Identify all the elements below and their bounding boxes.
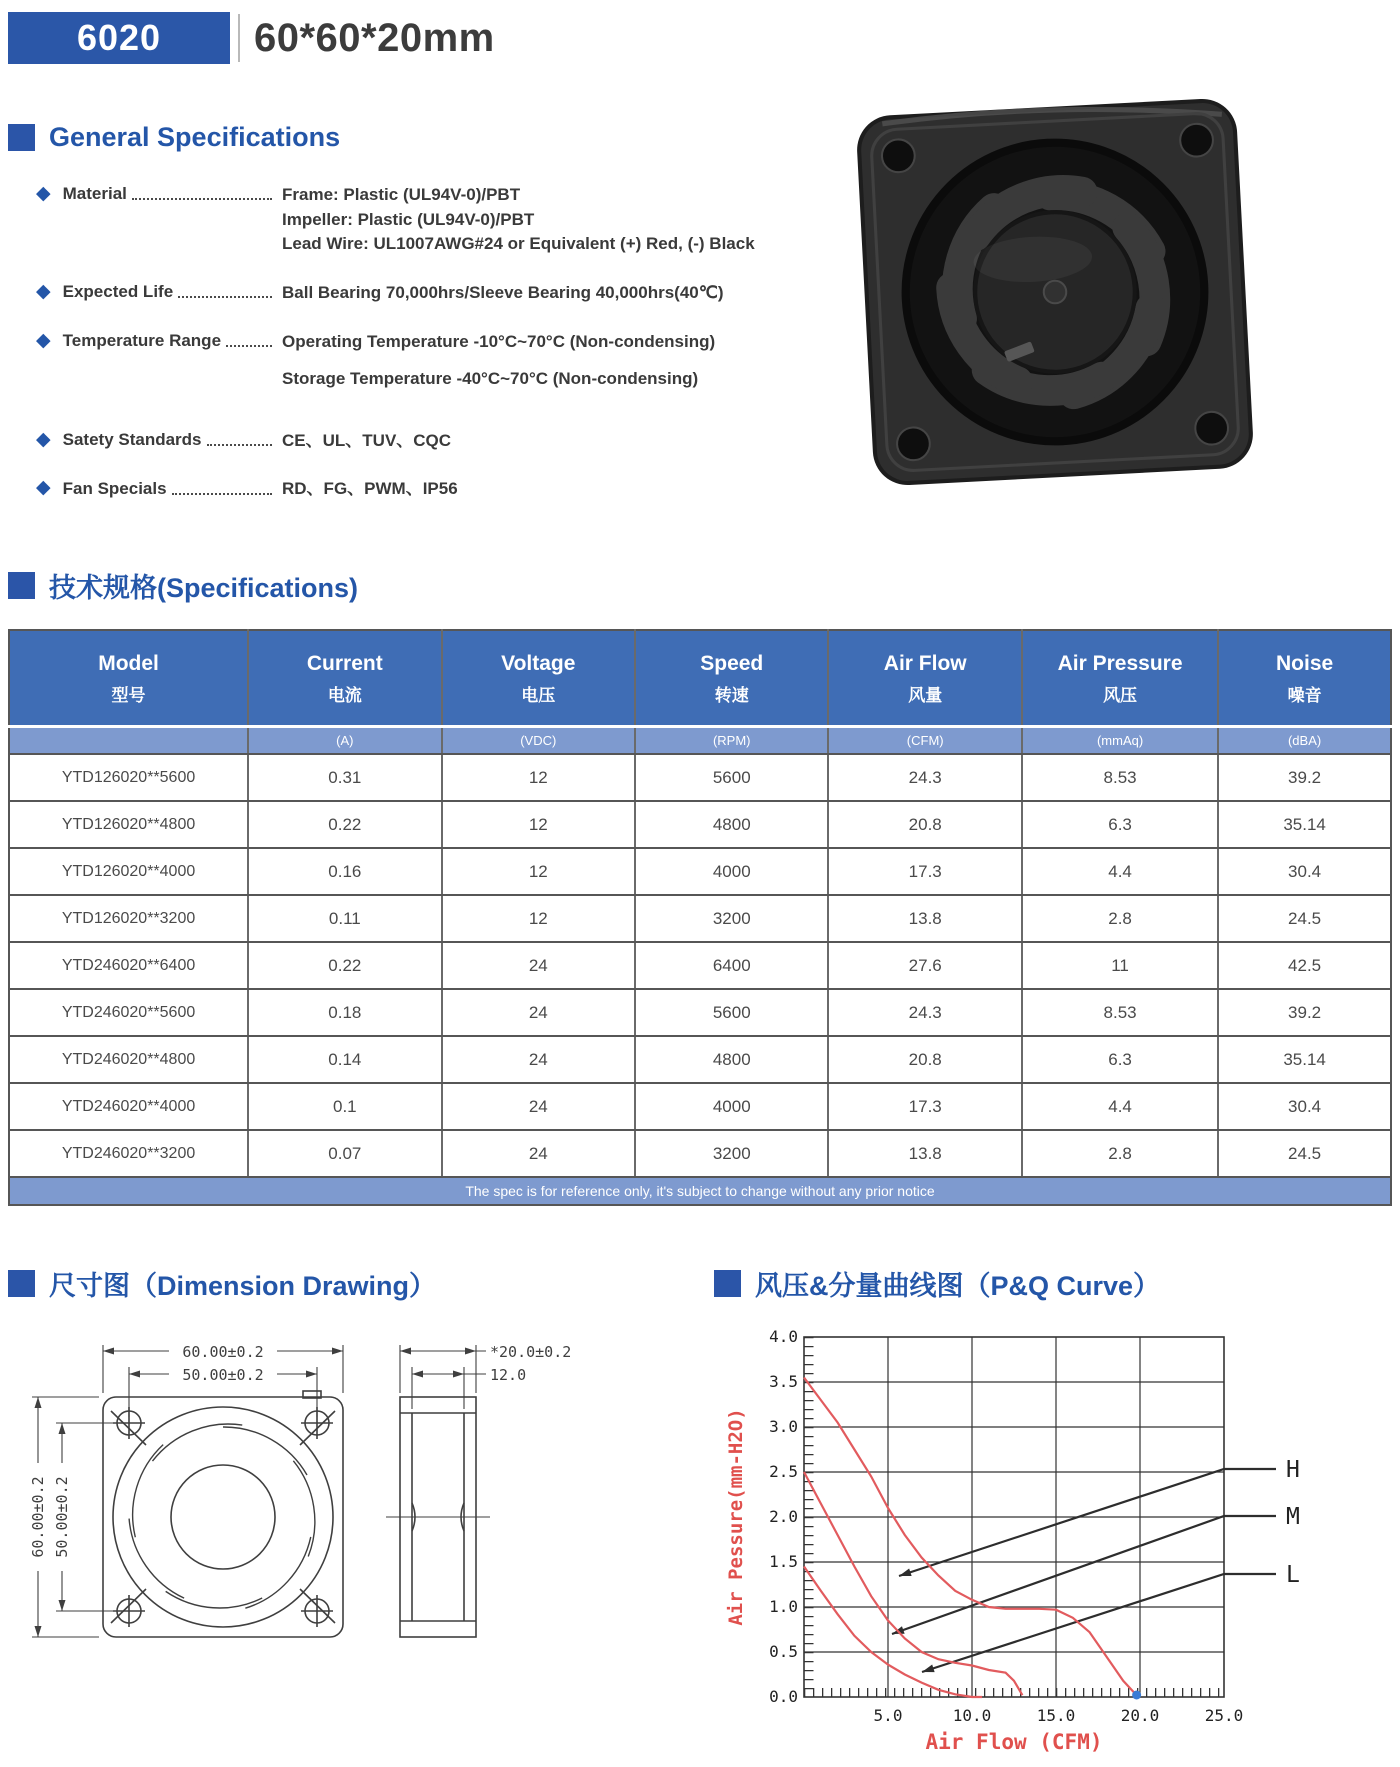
spec-label: Satety Standards xyxy=(62,430,202,450)
value-cell: 4.4 xyxy=(1022,848,1218,895)
value-cell: 39.2 xyxy=(1218,989,1391,1036)
page-title: 60*60*20mm xyxy=(254,15,495,60)
value-cell: 0.11 xyxy=(248,895,441,942)
value-cell: 24 xyxy=(442,1130,635,1177)
mounting-holes xyxy=(113,1407,333,1627)
value-cell: 24 xyxy=(442,1036,635,1083)
diamond-icon: ◆ xyxy=(36,183,51,204)
value-cell: 0.18 xyxy=(248,989,441,1036)
section-title-specs: 技术规格(Specifications) xyxy=(49,573,359,604)
spec-value: Operating Temperature -10°C~70°C (Non-condensing) Storage Temperature -40°C~70°C (Non-condensing) xyxy=(282,331,716,389)
svg-text:4.0: 4.0 xyxy=(769,1327,798,1347)
value-cell: 13.8 xyxy=(828,1130,1021,1177)
value-cell: 4000 xyxy=(635,848,828,895)
unit-cell: (CFM) xyxy=(828,726,1021,754)
value-cell: 13.8 xyxy=(828,895,1021,942)
value-cell: 24 xyxy=(442,1083,635,1130)
column-header-voltage: Voltage 电压 xyxy=(442,630,635,726)
model-cell: YTD126020**5600 xyxy=(9,754,248,801)
spec-label: Temperature Range xyxy=(62,330,222,350)
svg-text:2.0: 2.0 xyxy=(769,1507,798,1527)
table-units-row xyxy=(9,726,1391,754)
column-header-speed: Speed 转速 xyxy=(635,630,828,726)
spec-item-fan-specials xyxy=(36,477,836,502)
spec-value: CE、UL、TUV、CQC xyxy=(282,430,452,450)
value-cell: 6.3 xyxy=(1022,1036,1218,1083)
model-cell: YTD246020**3200 xyxy=(9,1130,248,1177)
value-cell: 24 xyxy=(442,942,635,989)
table-row xyxy=(9,1130,1391,1177)
pq-curve-chart-svg xyxy=(714,1317,1374,1757)
table-header-row xyxy=(9,630,1391,726)
model-cell: YTD246020**6400 xyxy=(9,942,248,989)
dim-label-hole-pitch-h: 50.00±0.2 xyxy=(182,1366,264,1385)
spec-item-temperature-range xyxy=(36,330,836,405)
unit-cell: (A) xyxy=(248,726,441,754)
model-cell: YTD126020**4000 xyxy=(9,848,248,895)
dotted-leader xyxy=(132,188,272,200)
column-header-model: Model 型号 xyxy=(9,630,248,726)
dim-label-inner-depth: 12.0 xyxy=(490,1366,527,1385)
unit-cell: (RPM) xyxy=(635,726,828,754)
svg-text:20.0: 20.0 xyxy=(1120,1706,1160,1726)
dotted-leader xyxy=(172,483,272,495)
value-cell: 0.22 xyxy=(248,942,441,989)
value-cell: 0.14 xyxy=(248,1036,441,1083)
table-row xyxy=(9,848,1391,895)
model-badge: 6020 xyxy=(8,12,230,64)
specs-table xyxy=(8,629,1392,1206)
unit-cell: (VDC) xyxy=(442,726,635,754)
value-cell: 2.8 xyxy=(1022,895,1218,942)
dotted-leader xyxy=(207,434,272,446)
model-cell: YTD126020**3200 xyxy=(9,895,248,942)
spec-item-material xyxy=(36,183,836,257)
value-cell: 4.4 xyxy=(1022,1083,1218,1130)
column-header-airpressure: Air Pressure 风压 xyxy=(1022,630,1218,726)
dim-label-width: 60.00±0.2 xyxy=(182,1343,264,1362)
value-cell: 35.14 xyxy=(1218,801,1391,848)
spec-value: Ball Bearing 70,000hrs/Sleeve Bearing 40,000hrs(40℃) xyxy=(282,282,724,302)
svg-text:0.5: 0.5 xyxy=(769,1642,798,1662)
svg-text:3.5: 3.5 xyxy=(769,1372,798,1392)
value-cell: 12 xyxy=(442,754,635,801)
dotted-leader xyxy=(178,286,272,298)
section-title-dimension: 尺寸图（Dimension Drawing） xyxy=(49,1271,437,1302)
bottom-section xyxy=(8,1264,1400,1757)
model-cell: YTD246020**4000 xyxy=(9,1083,248,1130)
value-cell: 17.3 xyxy=(828,848,1021,895)
svg-text:2.5: 2.5 xyxy=(769,1462,798,1482)
svg-text:5.0: 5.0 xyxy=(873,1706,903,1726)
value-cell: 42.5 xyxy=(1218,942,1391,989)
value-cell: 4800 xyxy=(635,801,828,848)
pq-curve-L xyxy=(804,1567,982,1698)
model-cell: YTD246020**4800 xyxy=(9,1036,248,1083)
side-view xyxy=(386,1397,490,1637)
spec-label: Fan Specials xyxy=(62,478,167,498)
header xyxy=(0,0,1400,64)
svg-text:15.0: 15.0 xyxy=(1036,1706,1076,1726)
value-cell: 4800 xyxy=(635,1036,828,1083)
value-cell: 24.3 xyxy=(828,754,1021,801)
header-divider xyxy=(238,14,240,62)
spec-label: Expected Life xyxy=(62,282,174,302)
value-cell: 5600 xyxy=(635,754,828,801)
unit-cell: (mmAq) xyxy=(1022,726,1218,754)
footnote: The spec is for reference only, it's subject to change without any prior notice xyxy=(9,1177,1391,1205)
model-cell: YTD246020**5600 xyxy=(9,989,248,1036)
table-row xyxy=(9,942,1391,989)
column-header-noise: Noise 噪音 xyxy=(1218,630,1391,726)
value-cell: 3200 xyxy=(635,895,828,942)
section-bullet-icon xyxy=(8,124,35,151)
series-leader-lines xyxy=(892,1469,1276,1672)
value-cell: 0.1 xyxy=(248,1083,441,1130)
dotted-leader xyxy=(226,335,272,347)
pq-curve-section xyxy=(714,1264,1394,1757)
value-cell: 3200 xyxy=(635,1130,828,1177)
spec-item-expected-life xyxy=(36,281,836,306)
pq-curves xyxy=(804,1378,1137,1698)
diamond-icon: ◆ xyxy=(36,428,51,450)
value-cell: 24.5 xyxy=(1218,1130,1391,1177)
series-label-m: M xyxy=(1286,1504,1300,1531)
value-cell: 0.07 xyxy=(248,1130,441,1177)
svg-text:25.0: 25.0 xyxy=(1204,1706,1244,1726)
value-cell: 2.8 xyxy=(1022,1130,1218,1177)
value-cell: 39.2 xyxy=(1218,754,1391,801)
section-title-pq: 风压&分量曲线图（P&Q Curve） xyxy=(755,1271,1161,1302)
value-cell: 11 xyxy=(1022,942,1218,989)
dim-label-height: 60.00±0.2 xyxy=(29,1476,47,1558)
dimension-drawing-section xyxy=(8,1264,714,1757)
value-cell: 30.4 xyxy=(1218,848,1391,895)
value-cell: 35.14 xyxy=(1218,1036,1391,1083)
unit-cell xyxy=(9,726,248,754)
dim-label-hole-pitch-v: 50.00±0.2 xyxy=(53,1476,71,1558)
value-cell: 4000 xyxy=(635,1083,828,1130)
spec-label: Material xyxy=(62,184,127,204)
diamond-icon: ◆ xyxy=(36,477,51,499)
value-cell: 27.6 xyxy=(828,942,1021,989)
section-bullet-icon xyxy=(8,1270,35,1297)
spec-list xyxy=(36,183,836,502)
series-label-h: H xyxy=(1286,1457,1300,1484)
value-cell: 12 xyxy=(442,848,635,895)
diamond-icon: ◆ xyxy=(36,280,51,302)
value-cell: 8.53 xyxy=(1022,754,1218,801)
value-cell: 6.3 xyxy=(1022,801,1218,848)
svg-text:1.0: 1.0 xyxy=(769,1597,798,1617)
curve-end-marker xyxy=(1132,1691,1141,1700)
value-cell: 12 xyxy=(442,801,635,848)
diamond-icon: ◆ xyxy=(36,329,51,351)
model-cell: YTD126020**4800 xyxy=(9,801,248,848)
dimension-drawing-svg xyxy=(8,1317,668,1709)
value-cell: 8.53 xyxy=(1022,989,1218,1036)
value-cell: 20.8 xyxy=(828,1036,1021,1083)
svg-text:3.0: 3.0 xyxy=(769,1417,798,1437)
column-header-current: Current 电流 xyxy=(248,630,441,726)
y-tick-labels xyxy=(769,1327,798,1706)
svg-text:0.0: 0.0 xyxy=(769,1687,798,1707)
table-row xyxy=(9,1083,1391,1130)
spec-value: Frame: Plastic (UL94V-0)/PBT Impeller: Plastic (UL94V-0)/PBT Lead Wire: UL1007AWG#24 or Equivalent (+) Red, (-) Black xyxy=(282,185,755,254)
dim-label-depth: *20.0±0.2 xyxy=(490,1343,572,1362)
value-cell: 5600 xyxy=(635,989,828,1036)
section-bullet-icon xyxy=(714,1270,741,1297)
table-row xyxy=(9,1036,1391,1083)
table-row xyxy=(9,754,1391,801)
section-title-general: General Specifications xyxy=(49,122,341,152)
table-row xyxy=(9,989,1391,1036)
fan-photo-svg xyxy=(830,92,1280,492)
svg-text:1.5: 1.5 xyxy=(769,1552,798,1572)
technical-specifications-section xyxy=(8,566,1392,1206)
pq-curve-H xyxy=(804,1378,1137,1696)
series-label-l: L xyxy=(1286,1562,1300,1589)
y-axis-title: Air Pessure(mm-H2O) xyxy=(725,1408,747,1626)
x-tick-labels xyxy=(874,1706,1244,1725)
value-cell: 17.3 xyxy=(828,1083,1021,1130)
table-row xyxy=(9,801,1391,848)
pq-curve-M xyxy=(804,1472,1022,1695)
value-cell: 24 xyxy=(442,989,635,1036)
x-axis-title: Air Flow (CFM) xyxy=(925,1730,1103,1755)
value-cell: 12 xyxy=(442,895,635,942)
fan-product-photo xyxy=(830,92,1280,492)
unit-cell: (dBA) xyxy=(1218,726,1391,754)
table-footnote-row xyxy=(9,1177,1391,1205)
table-row xyxy=(9,895,1391,942)
value-cell: 24.5 xyxy=(1218,895,1391,942)
spec-item-safety-standards xyxy=(36,429,836,454)
value-cell: 0.22 xyxy=(248,801,441,848)
column-header-airflow: Air Flow 风量 xyxy=(828,630,1021,726)
value-cell: 24.3 xyxy=(828,989,1021,1036)
value-cell: 20.8 xyxy=(828,801,1021,848)
value-cell: 30.4 xyxy=(1218,1083,1391,1130)
general-specifications-section xyxy=(8,122,1400,502)
value-cell: 0.31 xyxy=(248,754,441,801)
value-cell: 6400 xyxy=(635,942,828,989)
section-bullet-icon xyxy=(8,572,35,599)
svg-text:10.0: 10.0 xyxy=(952,1706,992,1726)
value-cell: 0.16 xyxy=(248,848,441,895)
spec-value: RD、FG、PWM、IP56 xyxy=(282,479,458,499)
